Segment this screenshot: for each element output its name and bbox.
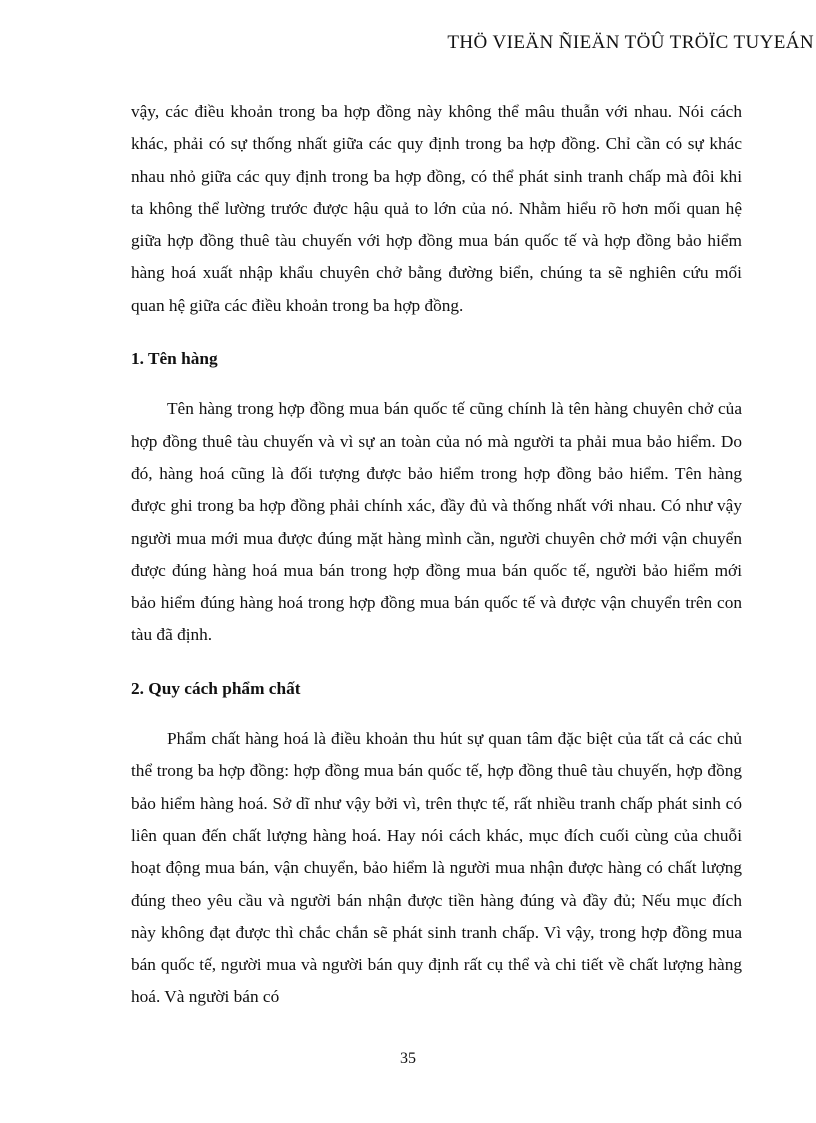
section-paragraph-quality: Phẩm chất hàng hoá là điều khoản thu hút sự quan tâm đặc biệt của tất cả các chủ thể trong ba hợp đồng: hợp đồng mua bán quốc tế, hợp đồng thuê tàu chuyến, hợp đồng bảo hiểm hàng hoá. Sở dĩ như vậy bởi vì, trên thực tế, rất nhiều tranh chấp phát sinh có liên quan đến chất lượng hàng hoá. Hay nói cách khác, mục đích cuối cùng của chuỗi hoạt động mua bán, vận chuyển, bảo hiểm là người mua nhận được hàng có chất lượng đúng theo yêu cầu và người bán nhận được tiền hàng đúng và đầy đủ; Nếu mục đích này không đạt được thì chắc chắn sẽ phát sinh tranh chấp. Vì vậy, trong hợp đồng mua bán quốc tế, người mua và người bán quy định rất cụ thể và chi tiết về chất lượng hàng hoá. Và người bán có bbox=[131, 729, 742, 1007]
section-heading-quality: 2. Quy cách phẩm chất bbox=[131, 678, 301, 698]
page-number: 35 bbox=[400, 1050, 416, 1067]
section-paragraph-product-name: Tên hàng trong hợp đồng mua bán quốc tế cũng chính là tên hàng chuyên chở của hợp đồng thuê tàu chuyến và vì sự an toàn của nó mà người ta phải mua bảo hiểm. Do đó, hàng hoá cũng là đối tượng được bảo hiểm trong hợp đồng bảo hiểm. Tên hàng được ghi trong ba hợp đồng phải chính xác, đầy đủ và thống nhất với nhau. Có như vậy người mua mới mua được đúng mặt hàng mình cần, người chuyên chở mới vận chuyển được đúng hàng hoá mua bán trong hợp đồng mua bán quốc tế, người bảo hiểm mới bảo hiểm đúng hàng hoá trong hợp đồng mua bán quốc tế và được vận chuyển trên con tàu đã định. bbox=[131, 399, 742, 645]
running-header: THÖ VIEÄN ÑIEÄN TÖÛ TRÖÏC TUYEÁN bbox=[447, 32, 814, 53]
page-body bbox=[131, 96, 742, 1014]
intro-paragraph: vậy, các điều khoản trong ba hợp đồng này không thể mâu thuẫn với nhau. Nói cách khác, phải có sự thống nhất giữa các quy định trong ba hợp đồng. Chỉ cần có sự khác nhau nhỏ giữa các quy định trong ba hợp đồng, có thể phát sinh tranh chấp mà đôi khi ta không thể lường trước được hậu quả to lớn của nó. Nhằm hiểu rõ hơn mối quan hệ giữa hợp đồng thuê tàu chuyến với hợp đồng mua bán quốc tế và hợp đồng bảo hiểm hàng hoá xuất nhập khẩu chuyên chở bằng đường biển, chúng ta sẽ nghiên cứu mối quan hệ giữa các điều khoản trong ba hợp đồng. bbox=[131, 102, 742, 315]
section-heading-product-name: 1. Tên hàng bbox=[131, 349, 218, 369]
